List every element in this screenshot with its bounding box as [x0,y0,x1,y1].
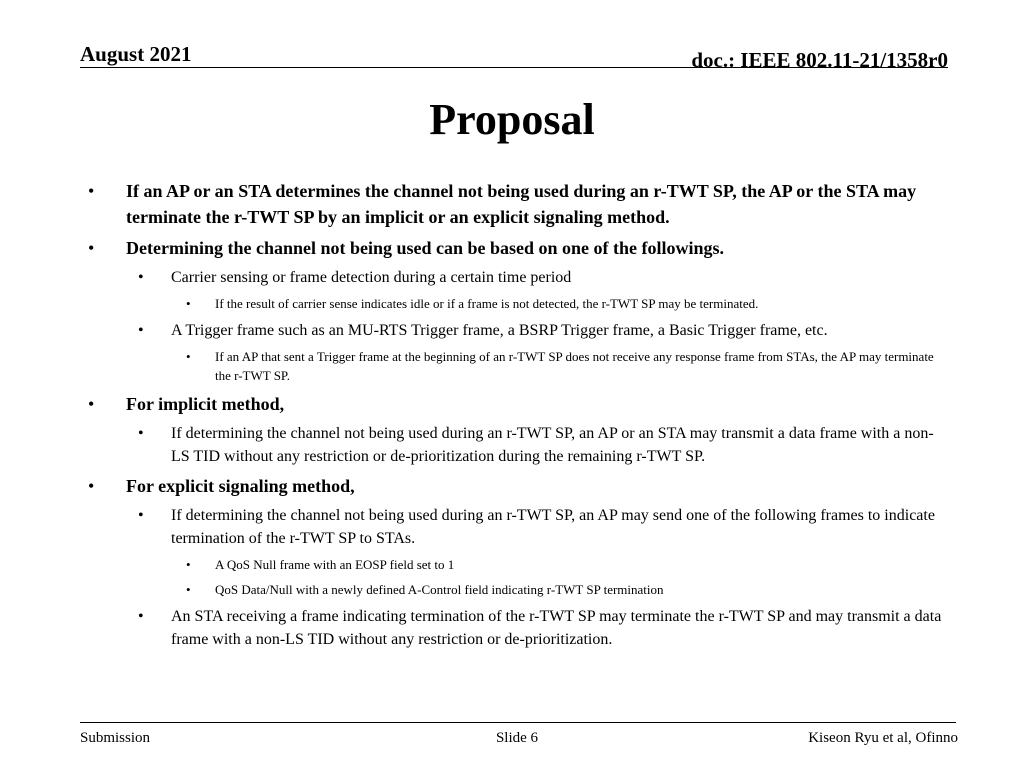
bullet-text: If an AP or an STA determines the channel not being used during an r-TWT SP, the AP or the STA may terminate the r-TWT SP by an implicit or an explicit signaling method. [126,181,917,227]
bullet-4 [80,473,950,499]
bullet-marker: • [138,269,144,286]
sub-bullet-2-1 [80,266,950,289]
footer-author: Kiseon Ryu et al, Ofinno [808,730,958,746]
slide-title: Proposal [429,95,595,144]
bullet-marker: • [138,507,144,524]
bullet-marker: • [88,394,95,414]
bullet-marker: • [138,608,144,625]
bullet-text: Carrier sensing or frame detection during a certain time period [171,269,572,286]
footer-rule [80,722,956,723]
bullet-marker: • [186,349,191,364]
footer-slide-number: Slide 6 [495,730,539,746]
sub-bullet-4-2 [80,605,950,651]
bullet-marker: • [138,322,144,339]
bullet-text: For implicit method, [126,394,285,414]
sub-sub-bullet-4-1-2 [80,580,950,599]
bullet-1 [80,178,950,230]
bullet-text: Determining the channel not being used can be based on one of the followings. [126,238,725,258]
header-rule [80,67,948,68]
bullet-text: An STA receiving a frame indicating termination of the r-TWT SP may terminate the r-TWT SP and may transmit a data frame with a non-LS TID without any restriction or de-prioritization. [171,608,942,648]
bullet-text: A Trigger frame such as an MU-RTS Trigger frame, a BSRP Trigger frame, a Basic Trigger frame, etc. [171,322,828,339]
bullet-text: If determining the channel not being used during an r-TWT SP, an AP or an STA may transmit a data frame with a non-LS TID without any restriction or de-prioritization during the remaining r-TWT SP. [171,425,934,465]
sub-sub-bullet-2-2-1 [80,347,950,385]
sub-bullet-2-2 [80,319,950,342]
sub-sub-bullet-2-1-1 [80,294,950,313]
bullet-text: If the result of carrier sense indicates idle or if a frame is not detected, the r-TWT SP may be terminated. [215,296,759,311]
bullet-marker: • [186,296,191,311]
sub-bullet-4-1 [80,504,950,550]
slide-body [80,178,950,656]
bullet-marker: • [186,582,191,597]
bullet-marker: • [138,425,144,442]
bullet-marker: • [88,238,95,258]
sub-sub-bullet-4-1-1 [80,555,950,574]
bullet-text: If an AP that sent a Trigger frame at the beginning of an r-TWT SP does not receive any response frame from STAs, the AP may terminate the r-TWT SP. [215,349,934,383]
bullet-3 [80,391,950,417]
bullet-marker: • [88,181,95,201]
bullet-text: If determining the channel not being used during an r-TWT SP, an AP may send one of the following frames to indicate termination of the r-TWT SP to STAs. [171,507,935,547]
footer-submission: Submission [80,730,151,746]
bullet-marker: • [186,557,191,572]
bullet-text: For explicit signaling method, [126,476,355,496]
header-date: August 2021 [80,42,192,66]
header-doc-id: doc.: IEEE 802.11-21/1358r0 [691,48,948,72]
bullet-marker: • [88,476,95,496]
bullet-2 [80,235,950,261]
bullet-text: QoS Data/Null with a newly defined A-Control field indicating r-TWT SP termination [215,582,664,597]
sub-bullet-3-1 [80,422,950,468]
bullet-text: A QoS Null frame with an EOSP field set to 1 [215,557,455,572]
